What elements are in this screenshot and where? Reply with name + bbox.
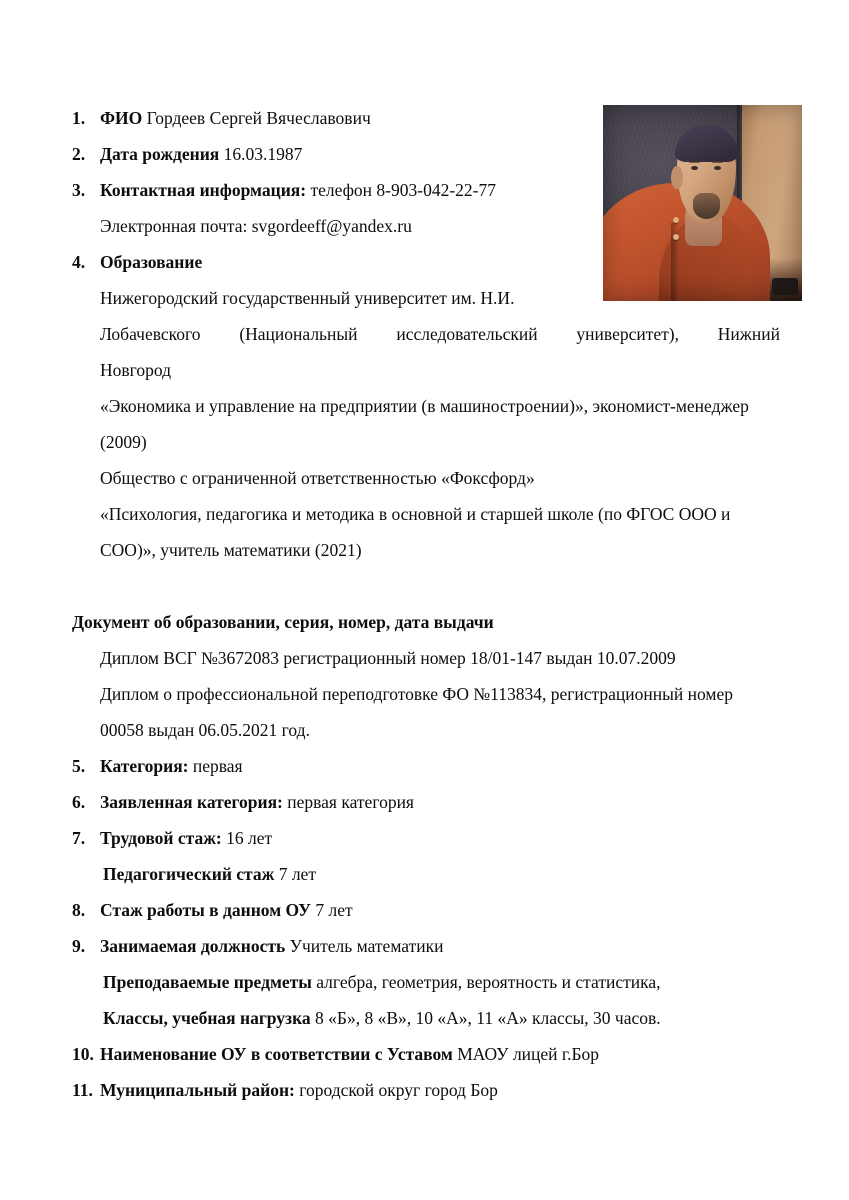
field-label: Наименование ОУ в соответствии с Уставом <box>100 1044 453 1064</box>
list-item <box>72 172 780 208</box>
education-program-2: «Психология, педагогика и методика в основной и старшей школе (по ФГОС ООО и СОО)», учитель математики (2021) <box>100 504 731 560</box>
list-item <box>72 100 780 136</box>
list-item <box>72 820 780 856</box>
email-line: Электронная почта: svgordeeff@yandex.ru <box>100 216 412 236</box>
list-item <box>72 928 780 964</box>
list-item <box>72 136 780 172</box>
field-label: Контактная информация: <box>100 180 307 200</box>
field-value: городской округ город Бор <box>294 1080 498 1100</box>
field-label: Дата рождения <box>100 144 220 164</box>
field-value: алгебра, геометрия, вероятность и статистика, <box>311 972 661 992</box>
list-number: 7. <box>72 828 86 848</box>
field-label: Педагогический стаж <box>103 864 275 884</box>
education-institution-line-2: Лобачевского (Национальный исследовательский университет), Нижний <box>100 324 780 344</box>
classes-workload-line <box>72 1000 780 1036</box>
list-item <box>72 784 780 820</box>
field-label: Классы, учебная нагрузка <box>103 1008 311 1028</box>
list-item <box>72 1072 780 1108</box>
list-number: 9. <box>72 936 86 956</box>
education-institution-line-3: Новгород <box>100 360 172 380</box>
section-spacer <box>72 568 780 604</box>
field-label: Муниципальный район: <box>100 1080 295 1100</box>
list-number: 8. <box>72 900 86 920</box>
list-number: 11. <box>72 1080 93 1100</box>
field-value: 8 «Б», 8 «В», 10 «А», 11 «А» классы, 30 часов. <box>310 1008 661 1028</box>
education-program-1: «Экономика и управление на предприятии (в машиностроении)», экономист-менеджер (2009) <box>100 396 749 452</box>
field-label: Образование <box>100 252 203 272</box>
list-number: 6. <box>72 792 86 812</box>
field-value: 16 лет <box>221 828 273 848</box>
document-body <box>72 100 780 1108</box>
list-number: 1. <box>72 108 86 128</box>
field-value: 7 лет <box>274 864 316 884</box>
list-number: 10. <box>72 1044 94 1064</box>
field-label: Заявленная категория: <box>100 792 283 812</box>
pedagogical-experience-line <box>72 856 780 892</box>
field-label: Занимаемая должность <box>100 936 286 956</box>
list-item <box>72 244 780 280</box>
list-number: 2. <box>72 144 86 164</box>
diploma-section-heading: Документ об образовании, серия, номер, дата выдачи <box>72 612 494 632</box>
field-value: МАОУ лицей г.Бор <box>452 1044 600 1064</box>
education-institution-2: Общество с ограниченной ответственностью «Фоксфорд» <box>100 468 535 488</box>
field-value: первая категория <box>282 792 414 812</box>
field-value: 7 лет <box>310 900 353 920</box>
field-value: первая <box>188 756 243 776</box>
field-label: Категория: <box>100 756 189 776</box>
taught-subjects-line <box>72 964 780 1000</box>
field-value: 16.03.1987 <box>219 144 303 164</box>
diploma-line-2: Диплом о профессиональной переподготовке ФО №113834, регистрационный номер 00058 выдан 06.05.2021 год. <box>100 684 734 740</box>
field-label: Преподаваемые предметы <box>103 972 312 992</box>
field-label: Трудовой стаж: <box>100 828 222 848</box>
field-value: Гордеев Сергей Вячеславович <box>142 108 371 128</box>
list-item <box>72 748 780 784</box>
field-label: ФИО <box>100 108 143 128</box>
list-number: 3. <box>72 180 86 200</box>
diploma-line-1: Диплом ВСГ №3672083 регистрационный номер 18/01-147 выдан 10.07.2009 <box>100 648 676 668</box>
field-label: Стаж работы в данном ОУ <box>100 900 311 920</box>
list-item <box>72 1036 780 1072</box>
field-value: телефон 8-903-042-22-77 <box>306 180 496 200</box>
list-item <box>72 892 780 928</box>
field-value: Учитель математики <box>285 936 444 956</box>
education-institution-line-1: Нижегородский государственный университет им. Н.И. <box>100 288 515 308</box>
list-number: 5. <box>72 756 86 776</box>
list-number: 4. <box>72 252 86 272</box>
